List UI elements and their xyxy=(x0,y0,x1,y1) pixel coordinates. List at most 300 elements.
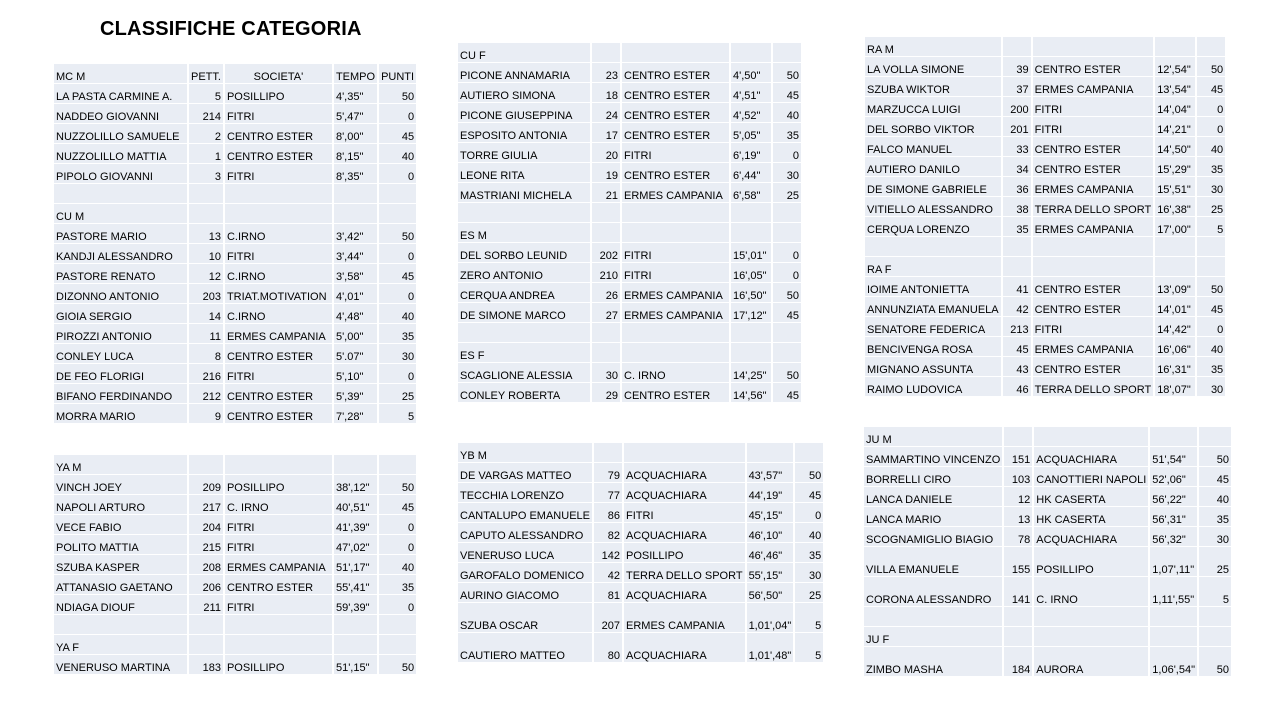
empty-cell xyxy=(1004,627,1032,647)
points-value: 25 xyxy=(1199,547,1231,577)
bib-number: 12 xyxy=(189,264,223,284)
club-name: CENTRO ESTER xyxy=(622,103,729,123)
time-cell: 18',07" xyxy=(1155,377,1195,397)
athlete-name: LANCA MARIO xyxy=(864,507,1002,527)
table-row xyxy=(864,507,1231,527)
empty-cell xyxy=(334,615,377,635)
empty-cell xyxy=(189,455,223,475)
time-cell: 14',42" xyxy=(1155,317,1195,337)
points-value: 30 xyxy=(379,344,416,364)
time-cell: 56',32" xyxy=(1150,527,1197,547)
athlete-name: CONLEY LUCA xyxy=(54,344,187,364)
table-row xyxy=(54,144,416,164)
points-value: 0 xyxy=(379,595,416,615)
club-name: C.IRNO xyxy=(225,224,332,244)
athlete-name: GIOIA SERGIO xyxy=(54,304,187,324)
table-row xyxy=(458,263,801,283)
club-name: POSILLIPO xyxy=(624,543,745,563)
empty-cell xyxy=(1150,607,1197,627)
time-cell: 14',21" xyxy=(1155,117,1195,137)
club-name: HK CASERTA xyxy=(1034,487,1148,507)
time-cell: 14',50" xyxy=(1155,137,1195,157)
time-cell: 4',51" xyxy=(731,83,771,103)
category-label: ES F xyxy=(458,343,590,363)
bib-number: 11 xyxy=(189,324,223,344)
athlete-name: NUZZOLILLO MATTIA xyxy=(54,144,187,164)
table-row xyxy=(54,364,416,384)
table-row xyxy=(54,324,416,344)
points-value: 0 xyxy=(379,515,416,535)
table-row xyxy=(458,163,801,183)
points-value: 50 xyxy=(773,63,801,83)
club-name: ACQUACHIARA xyxy=(624,633,745,663)
empty-cell xyxy=(1155,257,1195,277)
athlete-name: AUTIERO SIMONA xyxy=(458,83,590,103)
athlete-name: ANNUNZIATA EMANUELA xyxy=(865,297,1001,317)
club-name: C. IRNO xyxy=(225,495,332,515)
table-row xyxy=(54,515,416,535)
table-row xyxy=(865,217,1225,237)
empty-cell xyxy=(622,323,729,343)
empty-cell xyxy=(379,204,416,224)
athlete-name: VECE FABIO xyxy=(54,515,187,535)
bib-number: 151 xyxy=(1004,447,1032,467)
athlete-name: LANCA DANIELE xyxy=(864,487,1002,507)
time-cell: 6',58" xyxy=(731,183,771,203)
athlete-name: VILLA EMANUELE xyxy=(864,547,1002,577)
empty-cell xyxy=(225,184,332,204)
club-name: POSILLIPO xyxy=(225,655,332,675)
table-row xyxy=(458,633,823,663)
athlete-name: PASTORE MARIO xyxy=(54,224,187,244)
club-name: ERMES CAMPANIA xyxy=(225,324,332,344)
empty-cell xyxy=(731,43,771,63)
points-value: 30 xyxy=(1197,377,1225,397)
empty-cell xyxy=(334,455,377,475)
bib-number: 34 xyxy=(1003,157,1031,177)
table-row xyxy=(865,57,1225,77)
athlete-name: MIGNANO ASSUNTA xyxy=(865,357,1001,377)
empty-cell xyxy=(592,323,620,343)
points-value: 0 xyxy=(1197,317,1225,337)
club-name: POSILLIPO xyxy=(225,84,332,104)
club-name: CENTRO ESTER xyxy=(225,384,332,404)
bib-number: 35 xyxy=(1003,217,1031,237)
time-cell: 16',05" xyxy=(731,263,771,283)
athlete-name: MASTRIANI MICHELA xyxy=(458,183,590,203)
club-name: CENTRO ESTER xyxy=(225,144,332,164)
athlete-name: LEONE RITA xyxy=(458,163,590,183)
time-cell: 38',12" xyxy=(334,475,377,495)
points-value: 30 xyxy=(795,563,823,583)
points-value: 50 xyxy=(1197,57,1225,77)
time-cell: 59',39" xyxy=(334,595,377,615)
points-value: 0 xyxy=(379,244,416,264)
athlete-name: SENATORE FEDERICA xyxy=(865,317,1001,337)
empty-cell xyxy=(592,43,620,63)
empty-cell xyxy=(379,455,416,475)
bib-number: 13 xyxy=(1004,507,1032,527)
bib-number: 184 xyxy=(1004,647,1032,677)
category-label: YB M xyxy=(458,443,592,463)
blank-row xyxy=(54,615,416,635)
column-header-societa: SOCIETA' xyxy=(225,64,332,84)
bib-number: 213 xyxy=(1003,317,1031,337)
empty-cell xyxy=(458,323,590,343)
points-value: 0 xyxy=(379,104,416,124)
time-cell: 16',31" xyxy=(1155,357,1195,377)
table-row xyxy=(54,344,416,364)
category-label: CU M xyxy=(54,204,187,224)
athlete-name: PIROZZI ANTONIO xyxy=(54,324,187,344)
empty-cell xyxy=(225,615,332,635)
club-name: C.IRNO xyxy=(225,304,332,324)
category-label: RA M xyxy=(865,37,1001,57)
time-cell: 5',05" xyxy=(731,123,771,143)
points-value: 25 xyxy=(795,583,823,603)
time-cell: 41',39" xyxy=(334,515,377,535)
club-name: CENTRO ESTER xyxy=(225,124,332,144)
club-name: C.IRNO xyxy=(225,264,332,284)
spacer-row xyxy=(54,424,416,455)
empty-cell xyxy=(1199,607,1231,627)
athlete-name: DE SIMONE GABRIELE xyxy=(865,177,1001,197)
athlete-name: MARZUCCA LUIGI xyxy=(865,97,1001,117)
bib-number: 214 xyxy=(189,104,223,124)
empty-cell xyxy=(379,615,416,635)
athlete-name: LA VOLLA SIMONE xyxy=(865,57,1001,77)
points-value: 50 xyxy=(1199,447,1231,467)
empty-cell xyxy=(1150,627,1197,647)
bib-number: 203 xyxy=(189,284,223,304)
category-header-row xyxy=(865,37,1225,57)
empty-cell xyxy=(189,635,223,655)
empty-cell xyxy=(773,43,801,63)
points-value: 0 xyxy=(795,503,823,523)
empty-cell xyxy=(379,184,416,204)
bib-number: 86 xyxy=(594,503,622,523)
athlete-name: VENERUSO LUCA xyxy=(458,543,592,563)
bib-number: 142 xyxy=(594,543,622,563)
bib-number: 29 xyxy=(592,383,620,403)
time-cell: 4',52" xyxy=(731,103,771,123)
time-cell: 56',31" xyxy=(1150,507,1197,527)
time-cell xyxy=(1150,577,1197,607)
athlete-name: AUTIERO DANILO xyxy=(865,157,1001,177)
time-cell: 5',47" xyxy=(334,104,377,124)
time-cell: 15',51" xyxy=(1155,177,1195,197)
athlete-name: NDIAGA DIOUF xyxy=(54,595,187,615)
bib-number: 8 xyxy=(189,344,223,364)
time-cell: 52',06" xyxy=(1150,467,1197,487)
category-header-row xyxy=(864,427,1231,447)
athlete-name: SCOGNAMIGLIO BIAGIO xyxy=(864,527,1002,547)
athlete-name: NADDEO GIOVANNI xyxy=(54,104,187,124)
bib-number: 141 xyxy=(1004,577,1032,607)
athlete-name: CERQUA LORENZO xyxy=(865,217,1001,237)
time-cell: 8',00" xyxy=(334,124,377,144)
points-value: 50 xyxy=(795,463,823,483)
athlete-name: ATTANASIO GAETANO xyxy=(54,575,187,595)
bib-number: 207 xyxy=(594,603,622,633)
page-title: CLASSIFICHE CATEGORIA xyxy=(100,18,362,40)
athlete-name: CAPUTO ALESSANDRO xyxy=(458,523,592,543)
empty-cell xyxy=(795,443,823,463)
empty-cell xyxy=(189,184,223,204)
athlete-name: DE FEO FLORIGI xyxy=(54,364,187,384)
athlete-name: DE SIMONE MARCO xyxy=(458,303,590,323)
empty-cell xyxy=(1150,427,1197,447)
empty-cell xyxy=(747,443,794,463)
time-cell: 13',09" xyxy=(1155,277,1195,297)
table-row xyxy=(54,655,416,675)
club-name: HK CASERTA xyxy=(1034,507,1148,527)
table-row xyxy=(458,103,801,123)
empty-cell xyxy=(334,635,377,655)
table-row xyxy=(54,475,416,495)
time-cell: 4',35" xyxy=(334,84,377,104)
empty-cell xyxy=(458,203,590,223)
points-value: 50 xyxy=(379,84,416,104)
time-cell: 13',54" xyxy=(1155,77,1195,97)
club-name: AURORA xyxy=(1034,647,1148,677)
bib-number: 42 xyxy=(594,563,622,583)
table-row xyxy=(865,137,1225,157)
table-row xyxy=(54,495,416,515)
athlete-name: KANDJI ALESSANDRO xyxy=(54,244,187,264)
club-name: CENTRO ESTER xyxy=(1033,277,1154,297)
table-row xyxy=(458,63,801,83)
empty-cell xyxy=(1197,257,1225,277)
table-row xyxy=(54,124,416,144)
table-row xyxy=(54,404,416,424)
table-row xyxy=(54,84,416,104)
points-value: 5 xyxy=(1197,217,1225,237)
empty-cell xyxy=(1197,237,1225,257)
points-value: 40 xyxy=(379,555,416,575)
table-row xyxy=(458,543,823,563)
table-row xyxy=(865,357,1225,377)
empty-cell xyxy=(622,343,729,363)
club-name: POSILLIPO xyxy=(225,475,332,495)
table-row xyxy=(458,363,801,383)
empty-cell xyxy=(864,607,1002,627)
table-row xyxy=(458,483,823,503)
right-column-top xyxy=(863,37,1227,397)
time-cell: 14',01" xyxy=(1155,297,1195,317)
empty-cell xyxy=(1003,37,1031,57)
points-value: 30 xyxy=(1197,177,1225,197)
points-value: 30 xyxy=(773,163,801,183)
bib-number: 26 xyxy=(592,283,620,303)
points-value: 25 xyxy=(773,183,801,203)
bib-number: 77 xyxy=(594,483,622,503)
empty-cell xyxy=(592,223,620,243)
empty-cell xyxy=(773,223,801,243)
bib-number: 215 xyxy=(189,535,223,555)
athlete-name: ZIMBO MASHA xyxy=(864,647,1002,677)
bib-number: 216 xyxy=(189,364,223,384)
table-row xyxy=(54,104,416,124)
bib-number: 17 xyxy=(592,123,620,143)
category-header-row xyxy=(458,343,801,363)
table-row xyxy=(865,117,1225,137)
time-cell: 4',48" xyxy=(334,304,377,324)
empty-cell xyxy=(1003,257,1031,277)
table-row xyxy=(865,317,1225,337)
athlete-name: DEL SORBO VIKTOR xyxy=(865,117,1001,137)
bib-number: 37 xyxy=(1003,77,1031,97)
table-row xyxy=(54,284,416,304)
time-cell: 15',29" xyxy=(1155,157,1195,177)
points-value: 45 xyxy=(773,83,801,103)
club-name: FITRI xyxy=(225,104,332,124)
blank-row xyxy=(458,323,801,343)
category-label: RA F xyxy=(865,257,1001,277)
time-cell: 3',44" xyxy=(334,244,377,264)
time-cell: 12',54" xyxy=(1155,57,1195,77)
time-cell: 4',50" xyxy=(731,63,771,83)
category-label: MC M xyxy=(54,64,187,84)
points-value: 50 xyxy=(379,224,416,244)
empty-cell xyxy=(773,323,801,343)
bib-number: 210 xyxy=(592,263,620,283)
time-cell xyxy=(747,633,794,663)
empty-cell xyxy=(1197,37,1225,57)
athlete-name: TORRE GIULIA xyxy=(458,143,590,163)
bib-number: 18 xyxy=(592,83,620,103)
athlete-name: POLITO MATTIA xyxy=(54,535,187,555)
athlete-name: BIFANO FERDINANDO xyxy=(54,384,187,404)
points-value: 5 xyxy=(795,633,823,663)
club-name: FITRI xyxy=(1033,317,1154,337)
club-name: CENTRO ESTER xyxy=(225,404,332,424)
empty-cell xyxy=(1033,37,1154,57)
points-value: 35 xyxy=(1199,507,1231,527)
club-name: ACQUACHIARA xyxy=(624,583,745,603)
empty-cell xyxy=(334,184,377,204)
club-name: ERMES CAMPANIA xyxy=(1033,177,1154,197)
points-value: 40 xyxy=(1197,137,1225,157)
bib-number: 202 xyxy=(592,243,620,263)
category-header-row xyxy=(54,455,416,475)
athlete-name: BORRELLI CIRO xyxy=(864,467,1002,487)
empty-cell xyxy=(865,237,1001,257)
club-name: CENTRO ESTER xyxy=(622,83,729,103)
athlete-name: CONLEY ROBERTA xyxy=(458,383,590,403)
table-row xyxy=(865,277,1225,297)
empty-cell xyxy=(624,443,745,463)
bib-number: 217 xyxy=(189,495,223,515)
table-row xyxy=(54,244,416,264)
time-cell: 51',54" xyxy=(1150,447,1197,467)
points-value: 50 xyxy=(379,475,416,495)
bib-number: 103 xyxy=(1004,467,1032,487)
athlete-name: ZERO ANTONIO xyxy=(458,263,590,283)
club-name: CENTRO ESTER xyxy=(622,123,729,143)
left-column xyxy=(52,64,418,675)
club-name: TRIAT.MOTIVATION xyxy=(225,284,332,304)
athlete-name: LA PASTA CARMINE A. xyxy=(54,84,187,104)
time-cell: 6',19" xyxy=(731,143,771,163)
table-row xyxy=(865,157,1225,177)
table-row xyxy=(458,283,801,303)
club-name: ACQUACHIARA xyxy=(1034,447,1148,467)
athlete-name: CANTALUPO EMANUELE xyxy=(458,503,592,523)
empty-cell xyxy=(1004,607,1032,627)
athlete-name: CAUTIERO MATTEO xyxy=(458,633,592,663)
club-name: ERMES CAMPANIA xyxy=(1033,77,1154,97)
club-name: TERRA DELLO SPORT xyxy=(624,563,745,583)
middle-column-bottom xyxy=(456,443,825,663)
table-row xyxy=(458,303,801,323)
empty-cell xyxy=(622,43,729,63)
time-cell: 47',02" xyxy=(334,535,377,555)
time-cell: 51',15" xyxy=(334,655,377,675)
category-label: CU F xyxy=(458,43,590,63)
bib-number: 1 xyxy=(189,144,223,164)
athlete-name: PICONE GIUSEPPINA xyxy=(458,103,590,123)
time-cell: 56',50" xyxy=(747,583,794,603)
athlete-name: DE VARGAS MATTEO xyxy=(458,463,592,483)
bib-number: 206 xyxy=(189,575,223,595)
points-value: 40 xyxy=(795,523,823,543)
time-cell: 14',04" xyxy=(1155,97,1195,117)
athlete-name: SAMMARTINO VINCENZO xyxy=(864,447,1002,467)
club-name: ACQUACHIARA xyxy=(624,483,745,503)
bib-number: 79 xyxy=(594,463,622,483)
club-name: ERMES CAMPANIA xyxy=(622,303,729,323)
bib-number: 201 xyxy=(1003,117,1031,137)
empty-cell xyxy=(622,203,729,223)
table-row xyxy=(54,575,416,595)
time-value: 1,01',04" xyxy=(748,620,792,632)
bib-number: 38 xyxy=(1003,197,1031,217)
athlete-name: NAPOLI ARTURO xyxy=(54,495,187,515)
points-value: 0 xyxy=(379,164,416,184)
time-cell: 17',00" xyxy=(1155,217,1195,237)
club-name: CENTRO ESTER xyxy=(225,575,332,595)
points-value: 40 xyxy=(379,144,416,164)
category-label: JU M xyxy=(864,427,1002,447)
table-row xyxy=(458,83,801,103)
blank-row xyxy=(458,203,801,223)
points-value: 25 xyxy=(1197,197,1225,217)
bib-number: 21 xyxy=(592,183,620,203)
bib-number: 200 xyxy=(1003,97,1031,117)
empty-cell xyxy=(731,323,771,343)
club-name: CENTRO ESTER xyxy=(1033,357,1154,377)
time-cell: 3',58" xyxy=(334,264,377,284)
athlete-name: DIZONNO ANTONIO xyxy=(54,284,187,304)
category-header-row xyxy=(864,627,1231,647)
time-cell: 8',15" xyxy=(334,144,377,164)
time-value: 1,11',55" xyxy=(1152,594,1195,606)
time-cell: 5',00" xyxy=(334,324,377,344)
time-cell xyxy=(747,603,794,633)
empty-cell xyxy=(731,223,771,243)
empty-cell xyxy=(54,615,187,635)
empty-cell xyxy=(594,443,622,463)
ranking-table xyxy=(456,43,803,403)
athlete-name: RAIMO LUDOVICA xyxy=(865,377,1001,397)
empty-cell xyxy=(1155,237,1195,257)
bib-number: 43 xyxy=(1003,357,1031,377)
points-value: 50 xyxy=(773,363,801,383)
bib-number: 204 xyxy=(189,515,223,535)
empty-cell xyxy=(592,203,620,223)
time-cell: 45',15" xyxy=(747,503,794,523)
